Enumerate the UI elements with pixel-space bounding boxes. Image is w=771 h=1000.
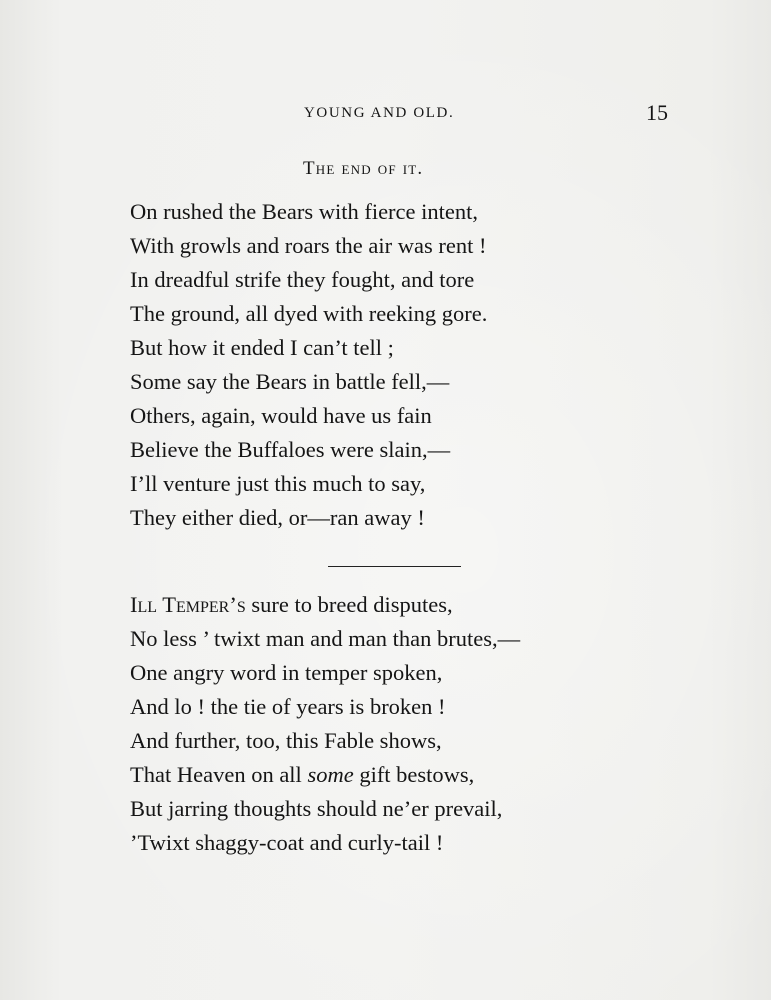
poem-line: ’Twixt shaggy-coat and curly-tail !	[130, 830, 444, 855]
poem-line: No less ’ twixt man and man than brutes,—	[130, 626, 521, 651]
section-title: The end of it.	[303, 158, 424, 179]
poem-line: On rushed the Bears with fierce intent,	[130, 199, 479, 224]
poem-line: And further, too, this Fable shows,	[130, 728, 442, 753]
poem-line: I’ll venture just this much to say,	[130, 471, 426, 496]
running-title: YOUNG AND OLD.	[304, 105, 455, 121]
stanza-one	[130, 195, 487, 535]
line-rest: sure to breed disputes,	[245, 592, 453, 617]
poem-line: In dreadful strife they fought, and tore	[130, 267, 475, 292]
page-number: 15	[646, 100, 668, 125]
line-part: gift bestows,	[353, 762, 475, 787]
poem-line: With growls and roars the air was rent !	[130, 233, 487, 258]
poem-line: The ground, all dyed with reeking gore.	[130, 301, 488, 326]
poem-line: Believe the Buffaloes were slain,—	[130, 437, 451, 462]
poem-line: Some say the Bears in battle fell,—	[130, 369, 450, 394]
poem-line: And lo ! the tie of years is broken !	[130, 694, 446, 719]
section-divider	[328, 566, 461, 567]
poem-line	[130, 588, 520, 622]
small-caps-lead: Ill Temper’s	[130, 592, 246, 617]
stanza-two	[130, 588, 520, 860]
poem-line: They either died, or—ran away !	[130, 505, 425, 530]
poem-line: But jarring thoughts should ne’er prevail,	[130, 796, 503, 821]
poem-line: Others, again, would have us fain	[130, 403, 432, 428]
poem-line: But how it ended I can’t tell ;	[130, 335, 394, 360]
poem-line	[130, 758, 520, 792]
poem-line: One angry word in temper spoken,	[130, 660, 443, 685]
line-part: That Heaven on all	[130, 762, 308, 787]
italic-word: some	[307, 762, 354, 787]
